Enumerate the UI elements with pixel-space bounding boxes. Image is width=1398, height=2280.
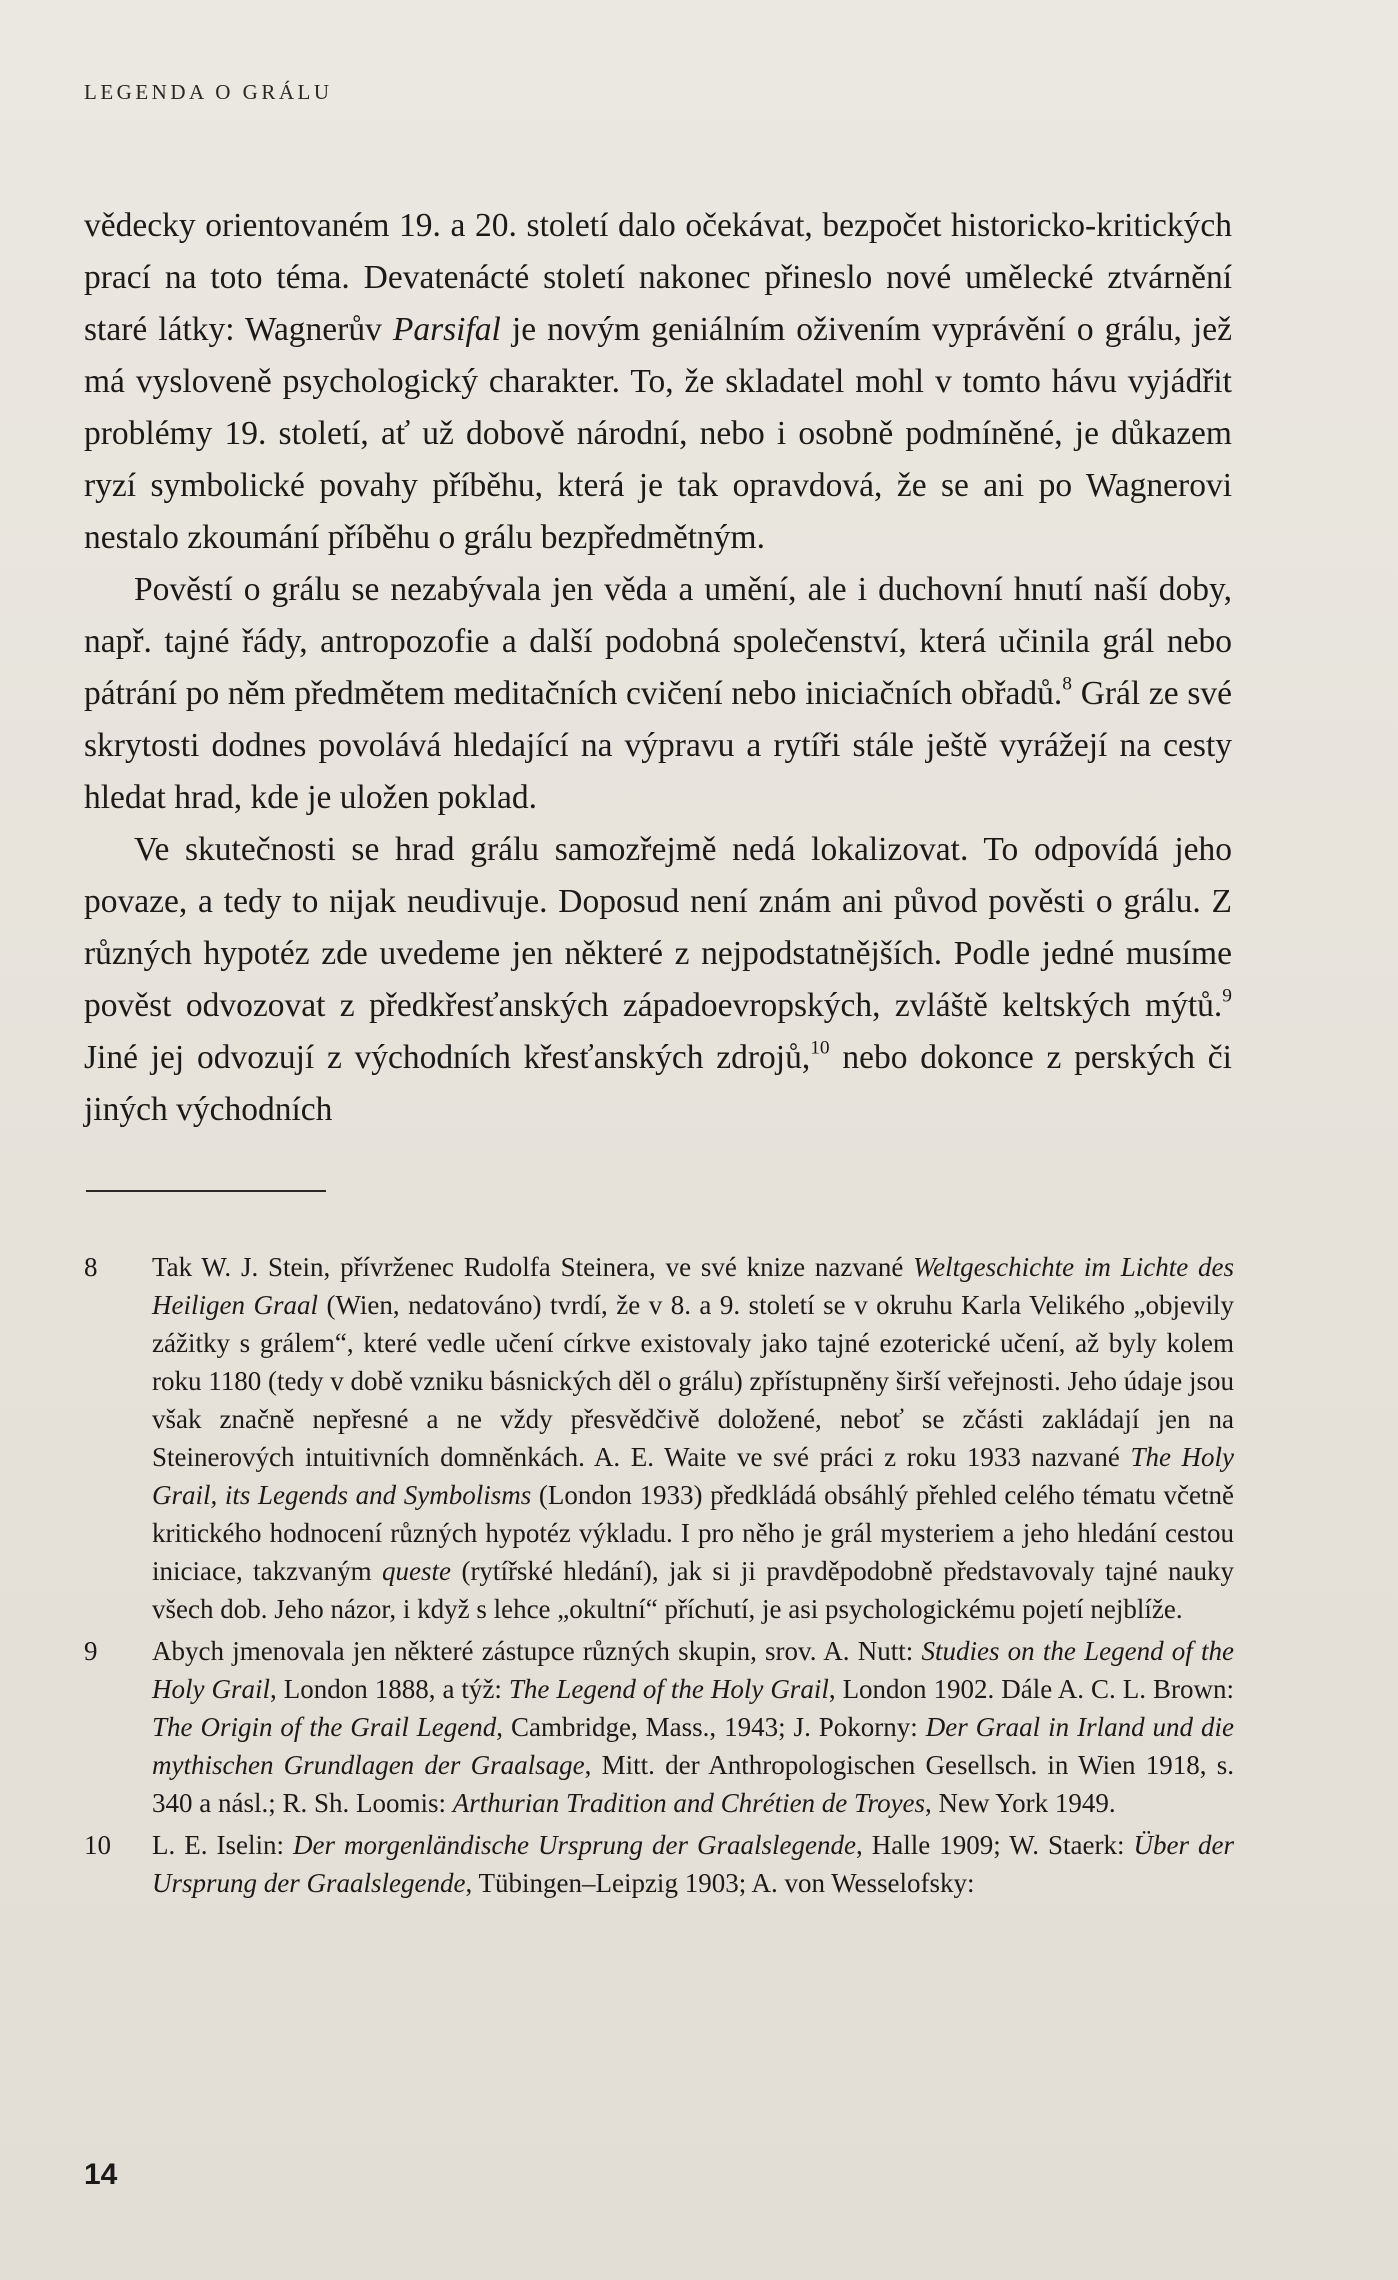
footnote-segment: , Tübingen–Leipzig 1903; A. von Wesselofsky: [465, 1868, 975, 1898]
book-title: The Legend of the Holy Grail [508, 1674, 829, 1704]
footnotes [84, 1248, 1234, 1906]
footnote-text [152, 1248, 1234, 1628]
paragraph-1 [84, 200, 1232, 564]
footnote-segment: (rytířské hledání), jak si ji pravděpodobně představovaly tajné nauky všech dob. Jeho názor, i když s lehce „okultní“ příchutí, je asi psychologickému pojetí nejblíže. [152, 1556, 1234, 1624]
footnote-segment: , Mitt. der Anthropologischen Gesellsch. in Wien 1918, s. 340 a násl.; R. Sh. Loomis: [152, 1750, 1235, 1818]
book-title: The Origin of the Grail Legend [152, 1712, 497, 1742]
book-title: Der morgenländische Ursprung der Graalslegende [293, 1830, 856, 1860]
paragraph-2-text-a: Pověstí o grálu se nezabývala jen věda a umění, ale i duchovní hnutí naší doby, např. tajné řády, antropozofie a další podobná společenství, která učinila grál nebo pátrání po něm předmětem meditačních cvičení nebo iniciačních obřadů. [84, 571, 1232, 712]
footnote-segment: Tak W. J. Stein, přívrženec Rudolfa Steinera, ve své knize nazvané [152, 1252, 914, 1282]
footnote-8 [84, 1248, 1234, 1628]
footnote-number: 9 [84, 1636, 98, 1666]
paragraph-3-text-b: Jiné jej odvozují z východních křesťanských zdrojů, [84, 1039, 811, 1076]
footnote-segment: , London 1902. Dále A. C. L. Brown: [828, 1674, 1234, 1704]
footnote-text [152, 1826, 1234, 1902]
paragraph-2 [84, 564, 1232, 824]
paragraph-1-text-a: vědecky orientovaném 19. a 20. století dalo očekávat, bezpočet historicko-kritických prací na toto téma. Devatenácté století nakonec přineslo nové umělecké ztvárnění staré látky: Wagnerův [84, 207, 1232, 348]
footnote-9 [84, 1632, 1234, 1822]
footnote-segment: , Halle 1909; W. Staerk: [856, 1830, 1134, 1860]
footnote-text [152, 1632, 1234, 1822]
footnote-segment: L. E. Iselin: [152, 1830, 294, 1860]
footnote-segment: (London 1933) předkládá obsáhlý přehled celého tématu včetně kritického hodnocení různých hypotéz výkladu. I pro něho je grál mysteriem a jeho hledání cestou iniciace, takzvaným [152, 1480, 1234, 1586]
footnote-segment: , Cambridge, Mass., 1943; J. Pokorny: [496, 1712, 926, 1742]
paragraph-3-text-c: nebo dokonce z perských či jiných východních [84, 1039, 1232, 1128]
footnote-ref-8: 8 [1062, 673, 1072, 695]
book-title: Arthurian Tradition and Chrétien de Troyes [452, 1788, 926, 1818]
footnote-ref-9: 9 [1222, 985, 1232, 1007]
footnote-segment: , London 1888, a týž: [269, 1674, 509, 1704]
main-text [84, 200, 1232, 1136]
running-head: LEGENDA O GRÁLU [84, 80, 333, 104]
footnote-number: 8 [84, 1252, 98, 1282]
book-title: Studies on the Legend of the Holy Grail [152, 1636, 1235, 1704]
book-title: Weltgeschichte im Lichte des Heiligen Graal [152, 1252, 1234, 1320]
paragraph-1-text-b: je novým geniálním oživením vyprávění o grálu, jež má vysloveně psychologický charakter. To, že skladatel mohl v tomto hávu vyjádřit problémy 19. století, ať už dobově národní, nebo i osobně podmíněné, je důkazem ryzí symbolické povahy příběhu, která je tak opravdová, že se ani po Wagnerovi nestalo zkoumání příběhu o grálu bezpředmětným. [84, 311, 1232, 556]
footnote-segment: Abych jmenovala jen některé zástupce různých skupin, srov. A. Nutt: [152, 1636, 922, 1666]
footnote-segment: , New York 1949. [925, 1788, 1116, 1818]
page-number: 14 [84, 2158, 118, 2191]
book-title: Der Graal in Irland und die mythischen Grundlagen der Graalsage [152, 1712, 1234, 1780]
footnote-segment: (Wien, nedatováno) tvrdí, že v 8. a 9. století se v okruhu Karla Velikého „objevily zážitky s grálem“, které vedle učení církve existovaly jako tajné ezoterické učení, až byly kolem roku 1180 (tedy v době vzniku básnických děl o grálu) zpřístupněny širší veřejnosti. Jeho údaje jsou však značně nepřesné a ne vždy přesvědčivě doložené, neboť se zčásti zakládají jen na Steinerových intuitivních domněnkách. A. E. Waite ve své práci z roku 1933 nazvané [152, 1290, 1234, 1472]
paragraph-3 [84, 824, 1232, 1136]
term-italic: queste [382, 1556, 452, 1586]
footnote-10 [84, 1826, 1234, 1902]
footnote-number: 10 [84, 1830, 111, 1860]
book-title: The Holy Grail, its Legends and Symbolisms [152, 1442, 1235, 1510]
book-title: Über der Ursprung der Graalslegende [152, 1830, 1235, 1898]
paragraph-2-text-b: Grál ze své skrytosti dodnes povolává hledající na výpravu a rytíři stále ještě vyrážejí na cesty hledat hrad, kde je uložen poklad. [84, 675, 1232, 816]
footnote-divider [86, 1190, 326, 1192]
parsifal-title: Parsifal [392, 311, 501, 348]
paragraph-3-text-a: Ve skutečnosti se hrad grálu samozřejmě nedá lokalizovat. To odpovídá jeho povaze, a tedy to nijak neudivuje. Doposud není znám ani původ pověsti o grálu. Z různých hypotéz zde uvedeme jen některé z nejpodstatnějších. Podle jedné musíme pověst odvozovat z předkřesťanských západoevropských, zvláště keltských mýtů. [84, 831, 1232, 1024]
footnote-ref-10: 10 [810, 1037, 830, 1059]
